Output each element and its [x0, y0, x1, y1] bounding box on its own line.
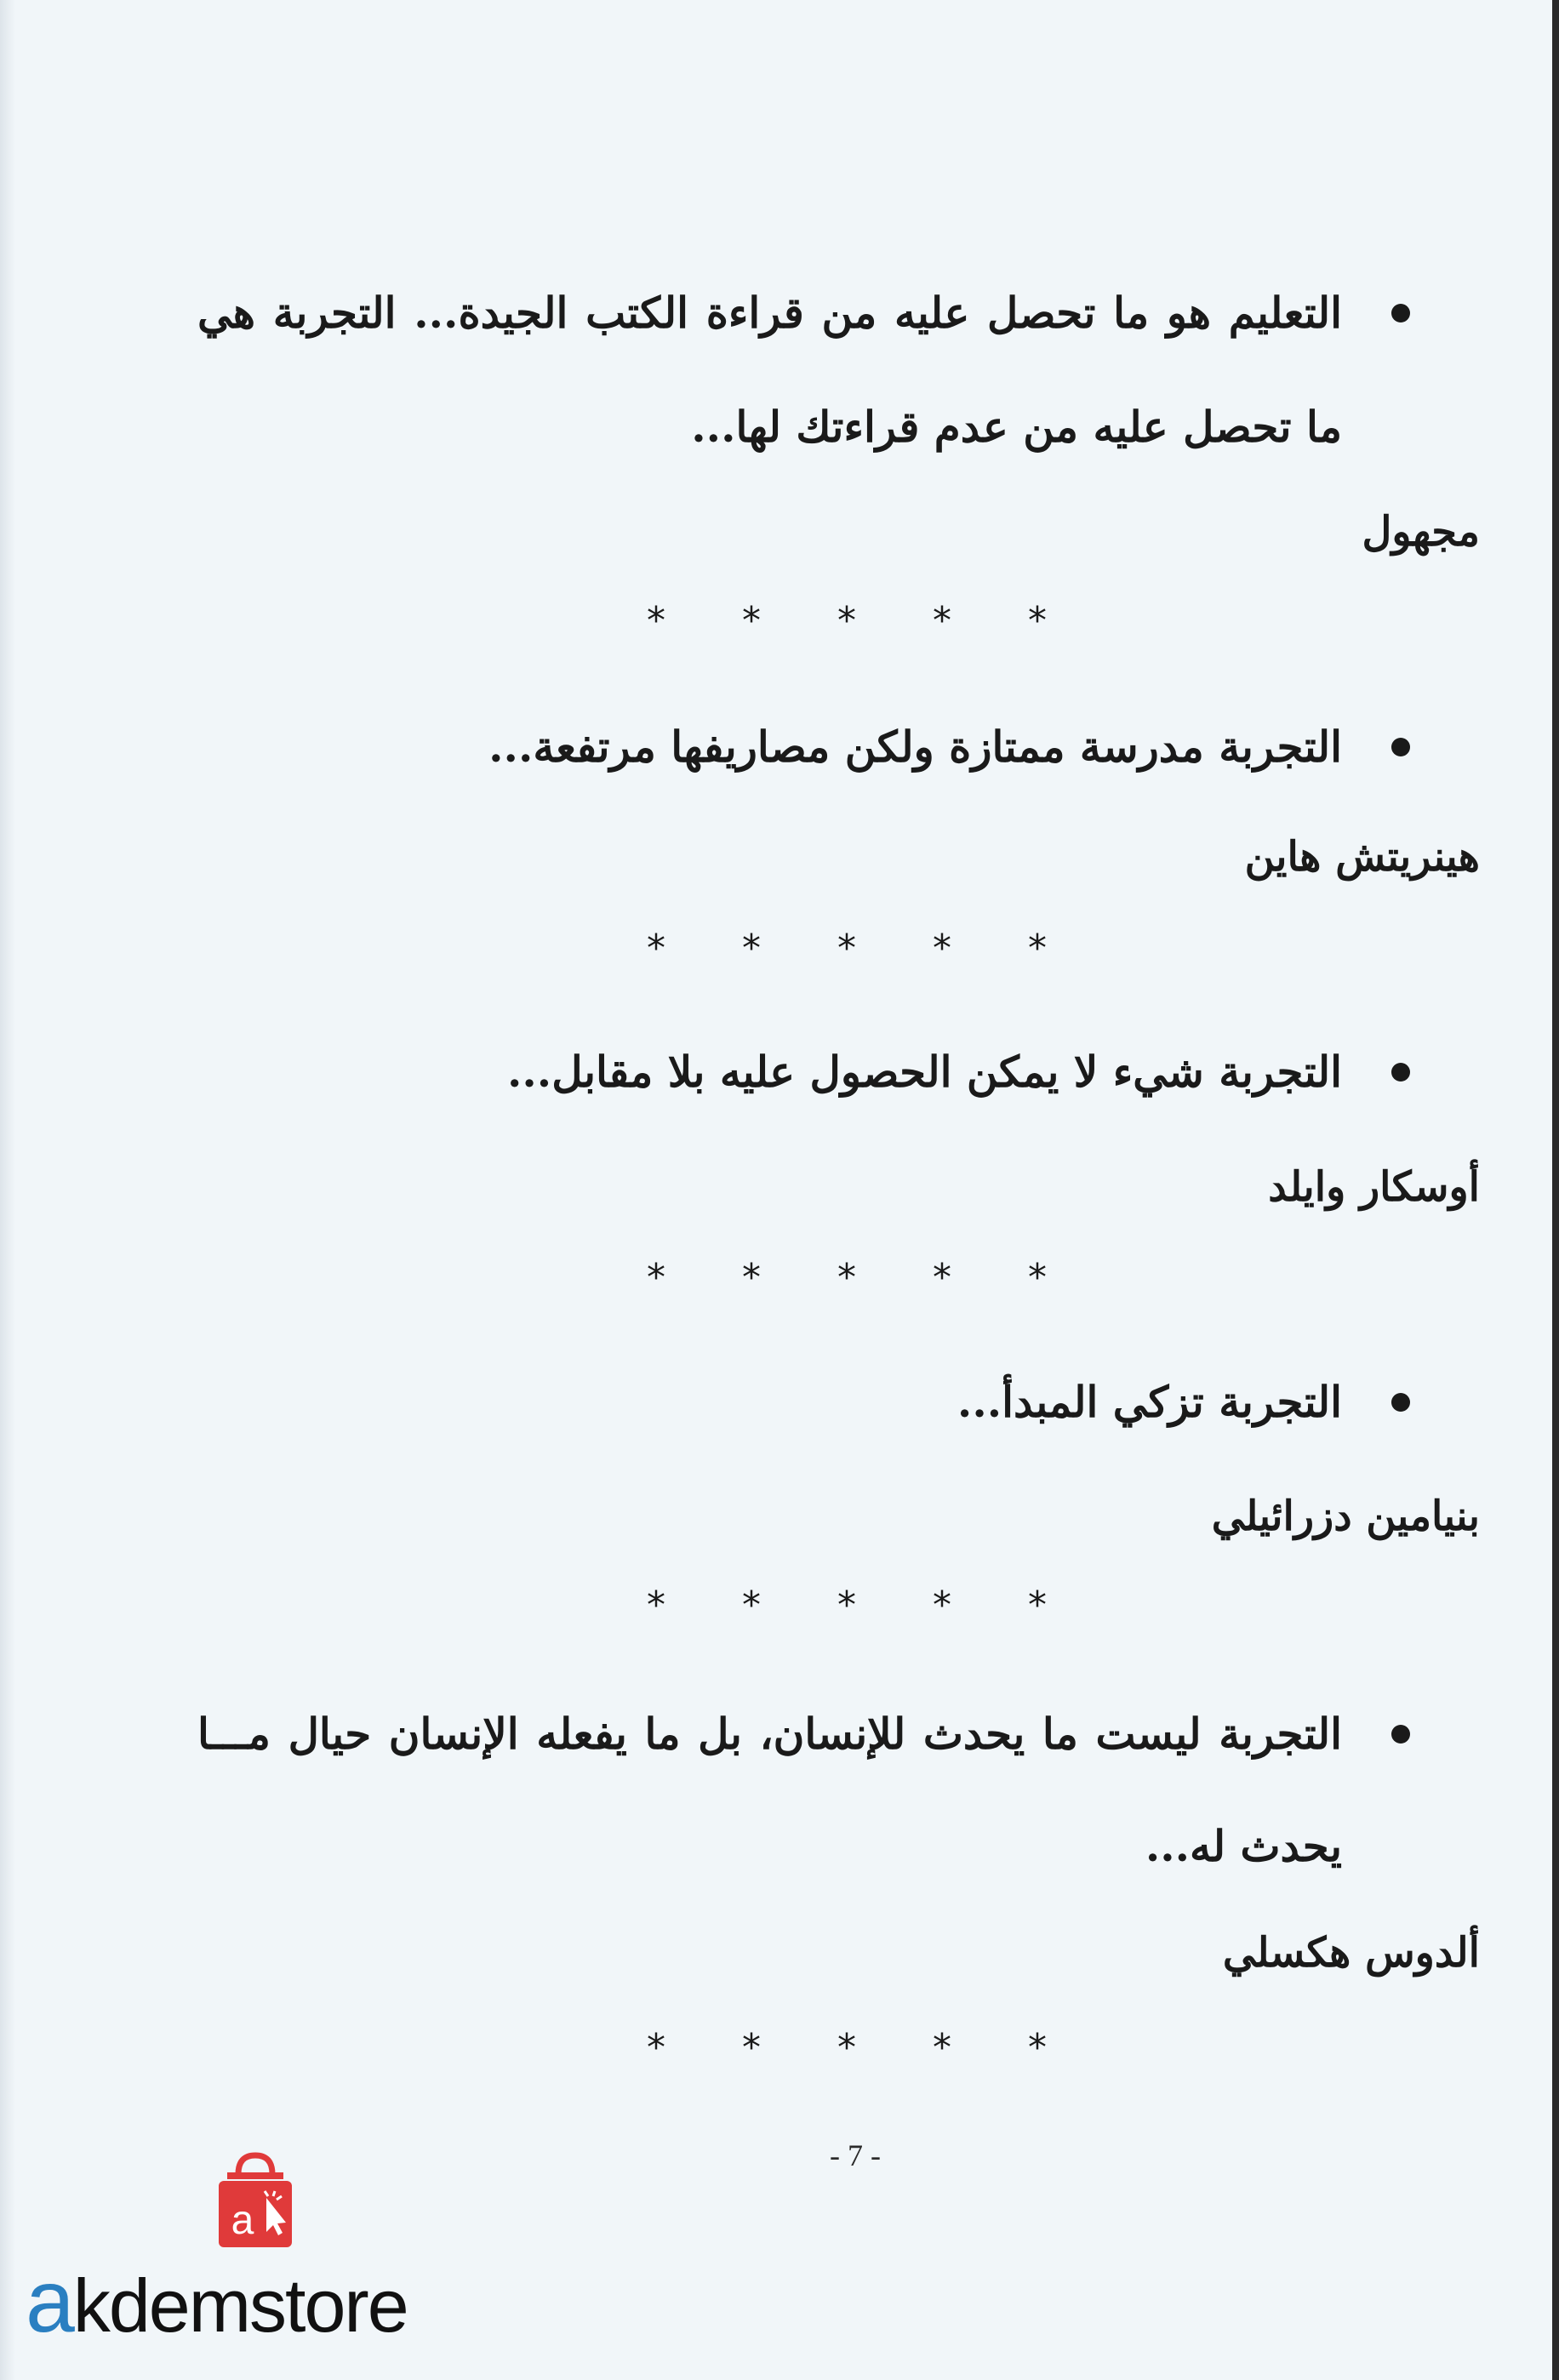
bullet-icon: [1391, 738, 1410, 756]
star-mark: *: [933, 599, 951, 642]
quote-1-author: مجهول: [1362, 508, 1480, 556]
star-mark: *: [647, 2026, 665, 2069]
watermark-text: [26, 2252, 408, 2351]
star-mark: *: [933, 1584, 951, 1627]
star-mark: *: [742, 927, 761, 970]
star-mark: *: [837, 1584, 856, 1627]
quote-3-author: أوسكار وايلد: [1268, 1163, 1480, 1211]
quote-2-author: هينريتش هاين: [1244, 833, 1480, 881]
star-mark: *: [742, 599, 761, 642]
separator-2: [647, 927, 1047, 970]
star-mark: *: [742, 2026, 761, 2069]
star-mark: *: [933, 2026, 951, 2069]
star-mark: *: [742, 1256, 761, 1299]
bullet-icon: [1391, 1393, 1410, 1412]
page-number: - 7 -: [830, 2138, 881, 2172]
separator-1: [647, 600, 1047, 642]
star-mark: *: [1028, 599, 1047, 642]
quote-3-line-1: التجربة شيء لا يمكن الحصول عليه بلا مقابل...: [507, 1047, 1410, 1098]
star-mark: *: [837, 2026, 856, 2069]
store-watermark: [26, 2149, 468, 2351]
star-mark: *: [742, 1584, 761, 1627]
quote-5-line-2: يحدث له...: [1145, 1821, 1342, 1871]
star-mark: *: [647, 1584, 665, 1627]
star-mark: *: [837, 927, 856, 970]
bullet-icon: [1391, 1063, 1410, 1082]
quote-1-line-2: ما تحصل عليه من عدم قراءتك لها...: [691, 402, 1342, 452]
star-mark: *: [647, 599, 665, 642]
svg-text:a: a: [231, 2198, 254, 2243]
separator-3: [647, 1257, 1047, 1299]
watermark-text-rest: kdemstore: [72, 2263, 408, 2348]
bullet-icon: [1391, 304, 1410, 322]
quote-5-author: ألدوس هكسلي: [1222, 1929, 1480, 1977]
quote-4-line-1: التجربة تزكي المبدأ...: [957, 1377, 1410, 1428]
quote-5-line-1: التجربة ليست ما يحدث للإنسان، بل ما يفعله الإنسان حيال مـــا: [197, 1709, 1410, 1760]
separator-4: [647, 1584, 1047, 1627]
star-mark: *: [1028, 1256, 1047, 1299]
star-mark: *: [837, 599, 856, 642]
star-mark: *: [837, 1256, 856, 1299]
star-mark: *: [647, 927, 665, 970]
quote-4-author: بنيامين دزرائيلي: [1211, 1492, 1480, 1540]
quote-2-line-1: التجربة مدرسة ممتازة ولكن مصاريفها مرتفعة...: [488, 722, 1410, 773]
bag-icon: [200, 2149, 311, 2255]
star-mark: *: [933, 1256, 951, 1299]
watermark-text-initial: a: [26, 2252, 73, 2351]
star-mark: *: [1028, 1584, 1047, 1627]
quote-1-line-1: التعليم هو ما تحصل عليه من قراءة الكتب الجيدة... التجربة هي: [197, 288, 1410, 339]
star-mark: *: [933, 927, 951, 970]
star-mark: *: [1028, 2026, 1047, 2069]
star-mark: *: [647, 1256, 665, 1299]
separator-5: [647, 2027, 1047, 2069]
star-mark: *: [1028, 927, 1047, 970]
bullet-icon: [1391, 1725, 1410, 1744]
